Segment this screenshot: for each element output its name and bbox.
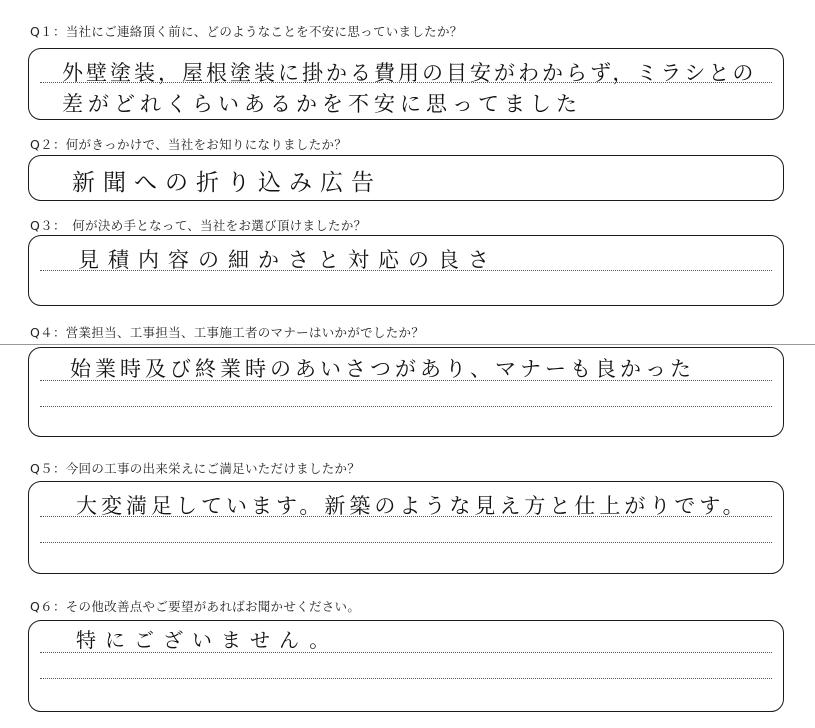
- question-3-label: Q３： 何が決め手となって、当社をお選び頂けましたか？: [30, 218, 367, 233]
- answer-rule: [40, 542, 772, 543]
- question-5-label: Q５：今回の工事の出来栄えにご満足いただけましたか？: [30, 461, 361, 476]
- answer-4-line-1: 始業時及び終業時のあいさつがあり、マナーも良かった: [70, 357, 695, 381]
- answer-6-line-1: 特にございません。: [76, 628, 339, 652]
- answer-1-line-2: 差がどれくらいあるかを不安に思ってました: [62, 92, 582, 116]
- answer-1-line-1: 外壁塗装，屋根塗装に掛かる費用の目安がわからず，ミラシとの: [62, 61, 757, 85]
- question-2-label: Q２：何がきっかけで、当社をお知りになりましたか？: [30, 137, 348, 152]
- answer-2-line-1: 新聞への折り込み広告: [72, 170, 382, 196]
- answer-rule: [40, 406, 772, 407]
- scan-line: [0, 344, 815, 345]
- answer-rule: [40, 678, 772, 679]
- question-4-label: Q４：営業担当、工事担当、工事施工者のマナーはいかがでしたか？: [30, 325, 425, 340]
- answer-5-line-1: 大変満足しています。新築のような見え方と仕上がりです。: [76, 494, 748, 518]
- question-1-label: Q１：当社にご連絡頂く前に、どのようなことを不安に思っていましたか？: [30, 24, 463, 39]
- answer-3-line-1: 見積内容の細かさと対応の良さ: [78, 248, 498, 272]
- question-6-label: Q６：その他改善点やご要望があればお聞かせください。: [30, 599, 361, 614]
